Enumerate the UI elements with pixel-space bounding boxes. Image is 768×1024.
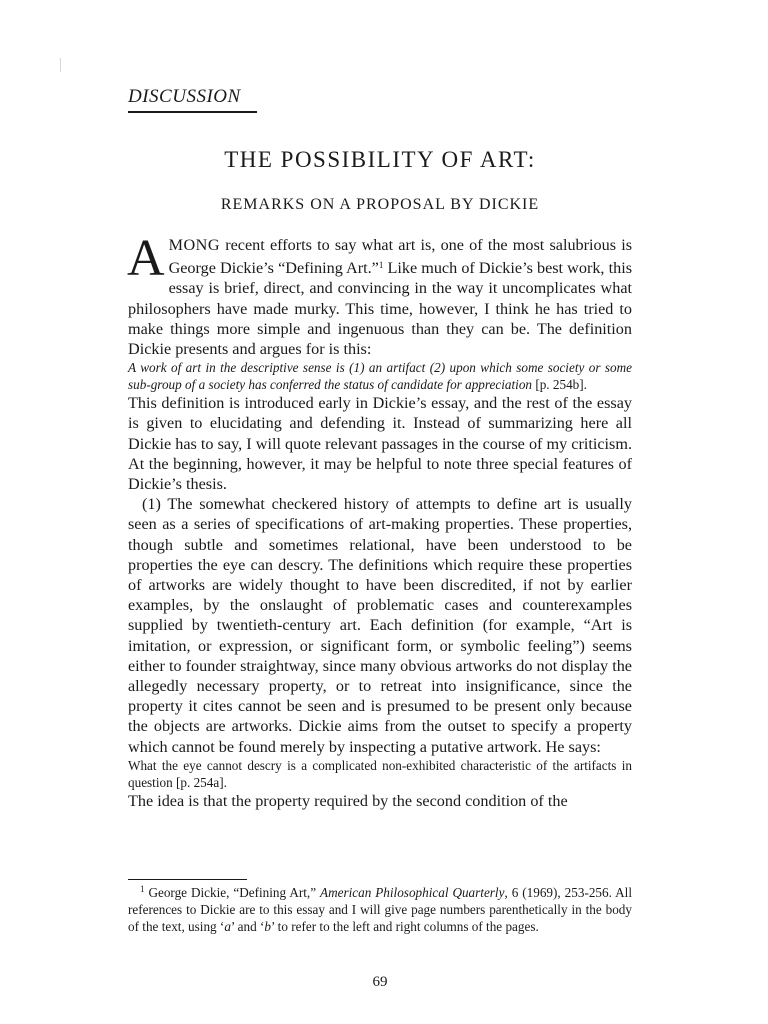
paragraph-2: This definition is introduced early in Dickie’s essay, and the rest of the essay is given to elucidating and defending it. Instead of summarizing here all Dickie has to say, I will quote relevant passages in the course of my criticism. At the beginning, however, it may be helpful to note three special features of Dickie’s thesis. [128,394,632,494]
footnote-letter-b: b [264,919,271,934]
drop-cap: A [127,230,165,287]
article-title: THE POSSIBILITY OF ART: [224,147,536,172]
article-body [127,230,632,811]
footnote-letter-a: a [224,919,231,934]
paragraph-4: The idea is that the property required by the second condition of the [128,791,568,810]
footnote-rule [128,879,247,880]
definition-quote [128,359,632,393]
footnote-author: George Dickie, “Defining Art,” [144,885,321,900]
footnote-end: ’ to refer to the left and right columns of the pages. [270,919,539,934]
footnote [128,881,632,935]
definition-citation: [p. 254b]. [532,377,587,393]
opening-text-continued: Like much of Dickie’s best work, this essay is brief, direct, and convincing in the way it uncomplicates what philosophers have made murky. This time, however, I think he has tried to make things more simple and ingenuous than they can be. The definition Dickie presents and argues for is this: [128,259,632,359]
block-quote: What the eye cannot descry is a complicated non-exhibited characteristic of the artifacts in question [p. 254a]. [128,757,632,790]
section-heading: DISCUSSION [128,86,241,107]
article-subtitle: REMARKS ON A PROPOSAL BY DICKIE [220,196,540,213]
definition-text: A work of art in the descriptive sense is (1) an artifact (2) upon which some society or some sub-group of a society has conferred the status of candidate for appreciation [128,360,632,393]
paragraph-3: (1) The somewhat checkered history of attempts to define art is usually seen as a series of specifications of art-making properties. These properties, though subtle and sometimes relational, have been understood to be properties the eye can descry. The definitions which require these properties of artworks are widely thought to have been discredited, if not by earlier examples, by the onslaught of problematic cases and counterexamples supplied by twentieth-century art. Each definition (for example, “Art is imitation, or expression, or significant form, or symbolic feeling”) seems either to founder straightway, since many obvious artworks do not display the allegedly necessary property, or to retreat into insignificance, since the property it cites cannot be seen and is presumed to be present only because the objects are artworks. Dickie aims from the outset to specify a property which cannot be found merely by inspecting a putative artwork. He says: [128,495,632,756]
section-heading-rule [128,111,257,113]
footnote-reference: 1 [378,260,384,271]
opening-paragraph [127,230,632,359]
lead-word: MONG [168,236,221,254]
footnote-middle: ’ and ‘ [230,919,265,934]
footnote-details: , 6 (1969), 253-256. All references to Dickie are to this essay and I will give page numbers parenthetically in the body of the text, using ‘ [128,885,632,934]
opening-text: recent efforts to say what art is, one of the most salubrious is George Dickie’s “Defining Art.” [168,236,632,278]
footnote-number: 1 [140,884,145,894]
scan-mark [60,58,61,72]
footnote-journal: American Philosophical Quarterly [320,885,505,900]
page-number: 69 [372,974,388,990]
